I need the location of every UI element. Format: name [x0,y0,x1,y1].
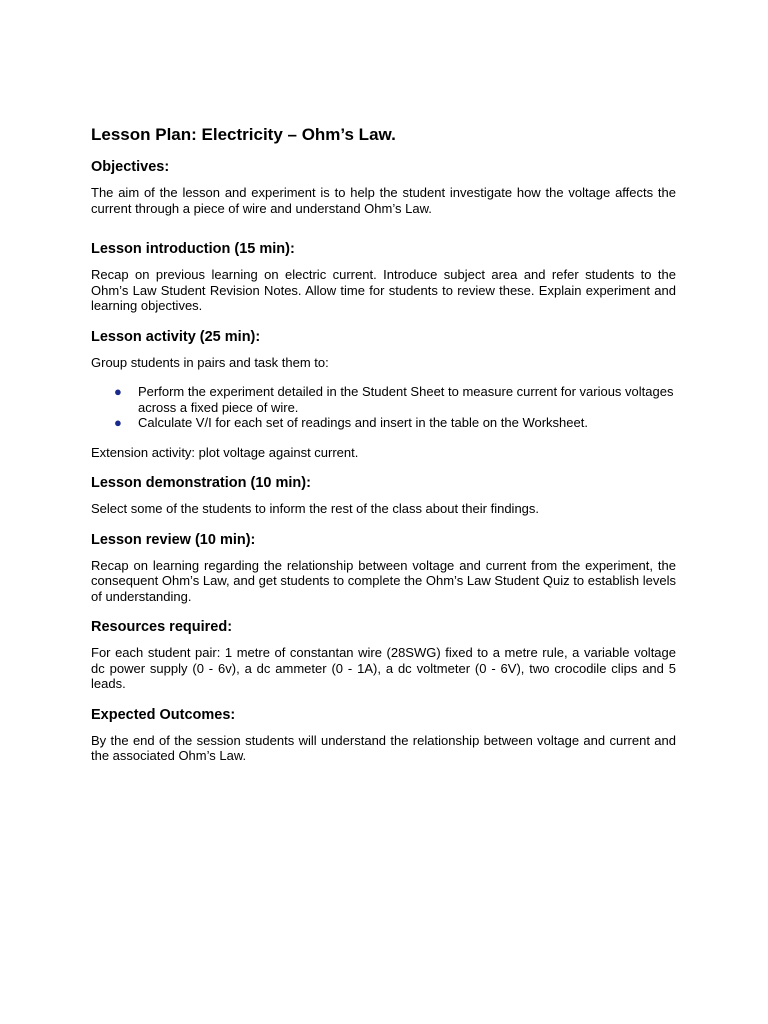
outcomes-heading: Expected Outcomes: [91,706,236,723]
list-item-text: Calculate V/I for each set of readings and insert in the table on the Worksheet. [138,415,588,430]
outcomes-text: By the end of the session students will understand the relationship between voltage and current and the associated Ohm’s Law. [91,732,676,763]
objectives-text: The aim of the lesson and experiment is to help the student investigate how the voltage affects the current through a piece of wire and understand Ohm’s Law. [91,185,676,216]
section-objectives [91,158,676,216]
introduction-text: Recap on previous learning on electric current. Introduce subject area and refer students to the Ohm’s Law Student Revision Notes. Allow time for students to review these. Explain experiment and learning objectives. [91,267,676,313]
resources-text: For each student pair: 1 metre of constantan wire (28SWG) fixed to a metre rule, a variable voltage dc power supply (0 - 6v), a dc ammeter (0 - 1A), a dc voltmeter (0 - 6V), two crocodile clips and 5 leads. [91,645,676,691]
section-demonstration [91,474,676,517]
demonstration-text: Select some of the students to inform the rest of the class about their findings. [91,501,540,516]
section-activity [91,328,676,461]
activity-heading: Lesson activity (25 min): [91,328,261,345]
review-heading: Lesson review (10 min): [91,531,256,548]
document-title: Lesson Plan: Electricity – Ohm’s Law. [91,125,396,144]
demonstration-heading: Lesson demonstration (10 min): [91,475,311,491]
list-item-text: Perform the experiment detailed in the Student Sheet to measure current for various voltages across a fixed piece of wire. [138,384,674,415]
section-review [91,531,676,605]
resources-heading: Resources required: [91,619,233,635]
lesson-plan-document [91,124,676,778]
objectives-heading: Objectives: [91,159,170,175]
activity-extension: Extension activity: plot voltage against current. [91,444,359,460]
introduction-heading: Lesson introduction (15 min): [91,241,295,257]
activity-task-list [91,384,676,431]
list-item [91,384,676,415]
section-introduction [91,240,676,314]
review-text: Recap on learning regarding the relationship between voltage and current from the experiment, the consequent Ohm’s Law, and get students to complete the Ohm’s Law Student Quiz to establish levels of understanding. [91,557,676,604]
list-item [91,415,676,431]
bullet-icon: ● [114,415,122,430]
section-resources [91,618,676,692]
section-outcomes [91,706,676,764]
activity-intro: Group students in pairs and task them to: [91,354,329,370]
bullet-icon: ● [114,384,122,399]
